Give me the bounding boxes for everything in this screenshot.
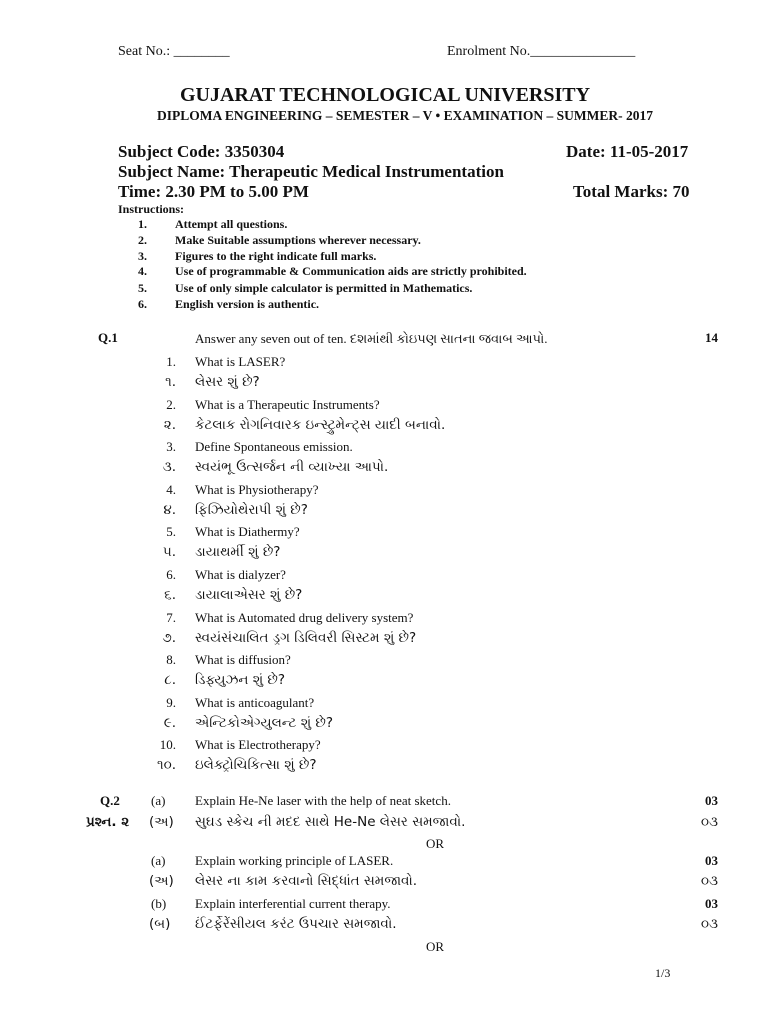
list-item bbox=[150, 652, 291, 668]
question-label: Q.2 bbox=[100, 793, 120, 808]
item-number: ૩. bbox=[162, 459, 176, 476]
sub-question-text: Explain working principle of LASER. bbox=[195, 853, 394, 868]
item-number: 2. bbox=[166, 396, 176, 412]
list-item bbox=[150, 439, 353, 455]
item-text: સ્વયંભૂ ઉત્સર્જન ની વ્યાખ્યા આપો. bbox=[195, 459, 389, 476]
total-marks: Total Marks: 70 bbox=[573, 182, 690, 201]
sub-question-label: (અ) bbox=[149, 873, 174, 889]
item-text: Define Spontaneous emission. bbox=[195, 439, 353, 455]
sub-question-marks: 03 bbox=[705, 793, 718, 808]
item-text: કેટલાક રોગનિવારક ઇન્સ્ટ્રુમેન્ટ્સ યાદી બનાવો. bbox=[195, 416, 446, 433]
question-label: Q.1 bbox=[98, 330, 118, 345]
item-number: ૬. bbox=[164, 587, 176, 603]
seat-number: Seat No.: ________ bbox=[118, 44, 230, 59]
subject-code: Subject Code: 3350304 bbox=[118, 142, 285, 161]
instruction-item: 5. Use of only simple calculator is permitted in Mathematics. bbox=[138, 281, 473, 295]
sub-question-label: (બ) bbox=[149, 916, 171, 932]
sub-question-marks: ૦૩ bbox=[700, 814, 718, 830]
item-text: ફિઝિયોથેરાપી શું છે? bbox=[195, 501, 308, 518]
item-text: What is dialyzer? bbox=[195, 567, 286, 582]
item-text: ઇલેક્ટ્રોચિકિત્સા શું છે? bbox=[195, 757, 317, 774]
item-number: 9. bbox=[166, 694, 176, 710]
enrolment-number: Enrolment No._______________ bbox=[447, 44, 636, 59]
list-item-gujarati bbox=[150, 587, 303, 603]
item-text: What is anticoagulant? bbox=[195, 694, 315, 710]
question-prompt: Answer any seven out of ten. દશમાંથી કોઇપણ સાતના જવાબ આપો. bbox=[195, 331, 548, 346]
item-number: ૪. bbox=[163, 501, 176, 518]
sub-question-marks: 03 bbox=[705, 853, 718, 868]
page-number: 1/3 bbox=[655, 966, 671, 980]
item-number: ૧. bbox=[165, 374, 176, 390]
item-number: ૮. bbox=[164, 672, 176, 689]
item-number: 8. bbox=[166, 652, 176, 668]
item-number: ૧૦. bbox=[156, 757, 176, 774]
list-item-gujarati bbox=[150, 672, 286, 689]
item-text: What is LASER? bbox=[195, 354, 286, 369]
instruction-item: 2. Make Suitable assumptions wherever necessary. bbox=[138, 233, 421, 247]
item-text: સ્વયંસંચાલિત ડ્રગ ડિલિવરી સિસ્ટમ શું છે? bbox=[195, 629, 417, 646]
list-item-gujarati bbox=[150, 501, 308, 518]
item-text: લેસર શું છે? bbox=[195, 374, 260, 390]
item-number: 7. bbox=[166, 609, 176, 625]
list-item bbox=[150, 524, 300, 540]
list-item bbox=[150, 396, 380, 413]
item-number: 6. bbox=[166, 567, 176, 582]
list-item-gujarati bbox=[150, 629, 417, 646]
list-item bbox=[150, 694, 315, 711]
item-number: ૭. bbox=[162, 629, 176, 646]
item-text: What is Electrotherapy? bbox=[195, 737, 321, 753]
item-text: ડાયાલાએસર શું છે? bbox=[195, 587, 303, 603]
exam-title: DIPLOMA ENGINEERING – SEMESTER – V • EXAMINATION – SUMMER- 2017 bbox=[156, 108, 654, 123]
sub-question-text: સુઘડ સ્કેચ ની મદદ સાથે He-Ne લેસર સમજાવો. bbox=[195, 814, 466, 830]
sub-question-marks: 03 bbox=[705, 896, 718, 911]
or-divider: OR bbox=[426, 939, 445, 954]
list-item-gujarati bbox=[150, 416, 446, 433]
instruction-item: 3. Figures to the right indicate full marks. bbox=[138, 249, 377, 263]
item-number: ૨. bbox=[163, 416, 176, 433]
item-number: ૯. bbox=[163, 714, 176, 731]
instructions-label: Instructions: bbox=[118, 202, 185, 216]
item-text: What is a Therapeutic Instruments? bbox=[195, 396, 380, 412]
list-item-gujarati bbox=[150, 374, 260, 390]
sub-question-text: ઈંટર્ફેરેંસીયલ કરંટ ઉપચાર સમજાવો. bbox=[195, 916, 397, 932]
sub-question-label: (b) bbox=[151, 896, 167, 911]
exam-time: Time: 2.30 PM to 5.00 PM bbox=[118, 182, 309, 201]
subject-name: Subject Name: Therapeutic Medical Instrumentation bbox=[118, 162, 504, 181]
instruction-item: 1. Attempt all questions. bbox=[138, 217, 288, 231]
item-number: 10. bbox=[159, 737, 176, 753]
item-text: What is Diathermy? bbox=[195, 524, 300, 540]
sub-question-text: Explain interferential current therapy. bbox=[195, 896, 391, 911]
sub-question-label: (a) bbox=[151, 853, 166, 868]
list-item bbox=[150, 609, 414, 626]
item-number: 3. bbox=[166, 439, 176, 455]
list-item bbox=[150, 481, 319, 498]
sub-question-label: (a) bbox=[151, 793, 166, 808]
list-item bbox=[150, 737, 321, 753]
item-number: 1. bbox=[166, 354, 176, 369]
item-text: ડાયાથર્મી શું છે? bbox=[195, 544, 281, 561]
list-item-gujarati bbox=[150, 714, 334, 731]
question-label-gujarati: પ્રશ્ન. ૨ bbox=[86, 814, 130, 830]
item-text: એન્ટિકોએગ્યુલન્ટ શું છે? bbox=[195, 714, 334, 731]
list-item-gujarati bbox=[150, 459, 389, 476]
item-text: What is Physiotherapy? bbox=[195, 481, 319, 497]
instruction-item: 4. Use of programmable & Communication aids are strictly prohibited. bbox=[138, 264, 527, 278]
item-text: What is Automated drug delivery system? bbox=[195, 609, 414, 625]
sub-question-marks: ૦૩ bbox=[700, 873, 718, 889]
exam-date: Date: 11-05-2017 bbox=[566, 142, 689, 161]
sub-question-marks: ૦૩ bbox=[700, 916, 718, 932]
item-text: What is diffusion? bbox=[195, 652, 291, 668]
sub-question-text: લેસર ના કામ કરવાનો સિદ્ધાંત સમજાવો. bbox=[195, 873, 418, 889]
instruction-item: 6. English version is authentic. bbox=[138, 297, 320, 311]
item-number: 4. bbox=[166, 481, 176, 497]
item-number: ૫. bbox=[162, 544, 176, 561]
question-marks: 14 bbox=[705, 330, 718, 345]
list-item bbox=[150, 354, 286, 370]
university-title: GUJARAT TECHNOLOGICAL UNIVERSITY bbox=[179, 84, 591, 106]
or-divider: OR bbox=[426, 836, 445, 851]
item-text: ડિફ્યુઝન શું છે? bbox=[195, 672, 286, 689]
item-number: 5. bbox=[166, 524, 176, 540]
list-item-gujarati bbox=[150, 544, 281, 561]
sub-question-text: Explain He-Ne laser with the help of neat sketch. bbox=[195, 793, 451, 808]
list-item-gujarati bbox=[150, 757, 317, 774]
sub-question-label: (અ) bbox=[149, 814, 174, 830]
list-item bbox=[150, 567, 286, 583]
